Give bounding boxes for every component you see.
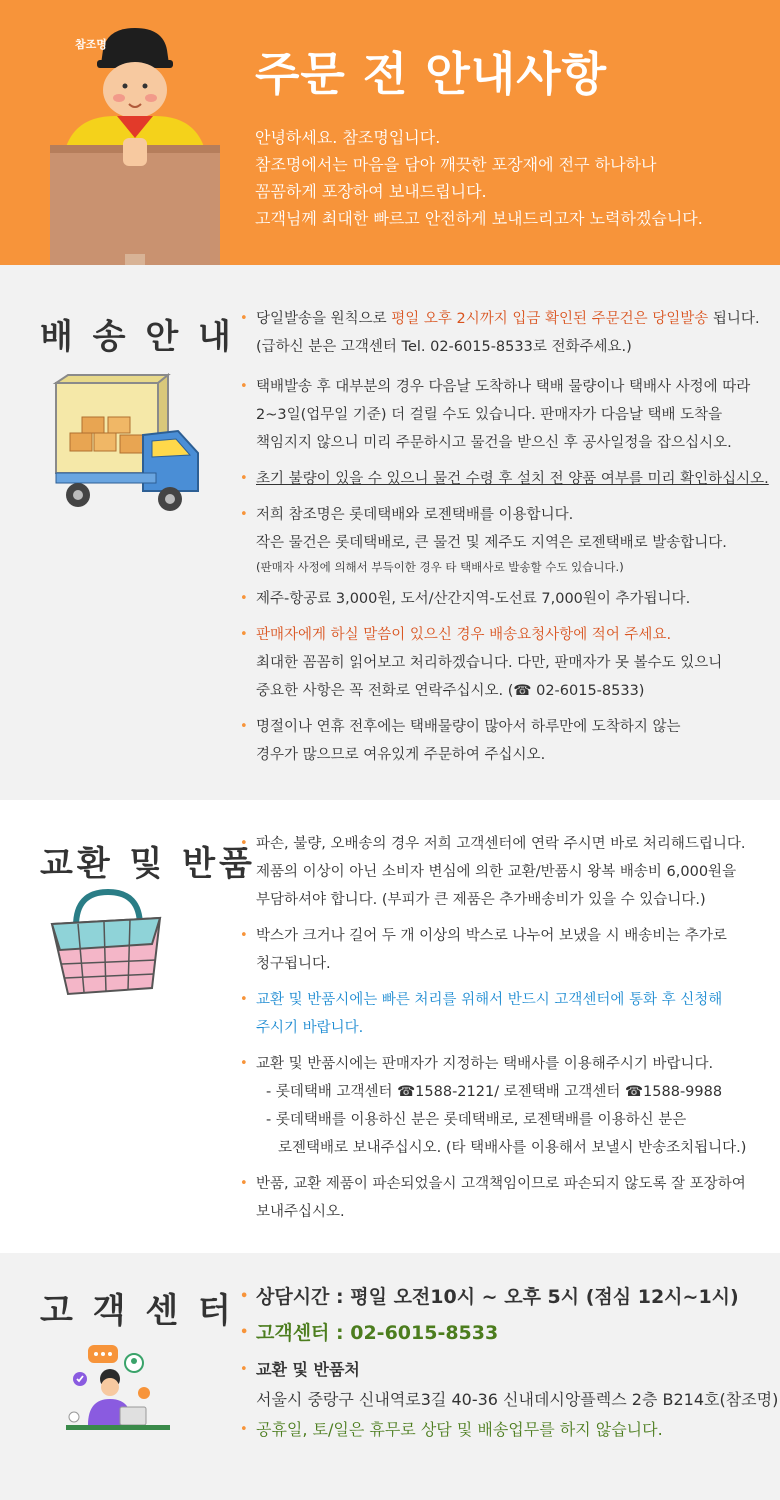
highlight-text: • 교환 및 반품시에는 빠른 처리를 위해서 반드시 고객센터에 통화 후 신청해 [256, 992, 723, 1008]
intro-line: 참조명에서는 마음을 담아 깨끗한 포장재에 전구 하나하나 [255, 155, 657, 174]
list-item [240, 501, 770, 577]
shopping-basket-icon [48, 888, 170, 998]
item-text: 당일발송을 원칙으로 [256, 311, 392, 327]
customer-service-icon [58, 1341, 178, 1449]
cap-logo-text: 참조명 [75, 38, 107, 51]
item-text: • 박스가 크거나 길어 두 개 이상의 박스로 나누어 보냈을 시 배송비는 추가로 [256, 928, 727, 944]
item-text: • 택배발송 후 대부분의 경우 다음날 도착하나 택배 물량이나 택배사 사정에 따라 [256, 379, 751, 395]
delivery-truck-icon [48, 373, 203, 523]
customer-center-section [0, 1253, 780, 1500]
list-item [240, 1050, 770, 1162]
highlight-text: • 판매자에게 하실 말씀이 있으신 경우 배송요청사항에 적어 주세요. [256, 627, 672, 643]
list-item [240, 986, 770, 1042]
item-text: • 제주-항공료 3,000원, 도서/산간지역-도선료 7,000원이 추가됩니다. [256, 591, 691, 607]
item-text: 청구됩니다. [256, 956, 331, 972]
delivery-mascot-illustration [45, 20, 225, 265]
item-text: 2~3일(업무일 기준) 더 걸릴 수도 있습니다. 판매자가 다음날 택배 도착을 [256, 407, 723, 423]
header-banner [0, 0, 780, 265]
delivery-title: 배 송 안 내 [40, 317, 235, 357]
delivery-list [240, 305, 770, 769]
list-item [240, 1170, 770, 1226]
item-text: • 반품, 교환 제품이 파손되었을시 고객책임이므로 파손되지 않도록 잘 포장하여 [256, 1176, 746, 1192]
list-item [240, 585, 770, 613]
cs-title: 고 객 센 터 [40, 1291, 235, 1331]
item-text: 중요한 사항은 꼭 전화로 연락주십시오. (☎ 02-6015-8533) [256, 683, 645, 699]
page-title: 주문 전 안내사항 [255, 47, 608, 101]
cs-phone: • 고객센터 : 02-6015-8533 [240, 1315, 770, 1351]
item-text: (급하신 분은 고객센터 Tel. 02-6015-8533로 전화주세요.) [256, 339, 632, 355]
list-item [240, 305, 770, 361]
cs-list [240, 1279, 779, 1445]
returns-section [0, 800, 780, 1253]
list-item [240, 922, 770, 978]
item-text: 보내주십시오. [256, 1204, 345, 1220]
list-item [240, 830, 770, 914]
item-text: 최대한 꼼꼼히 읽어보고 처리하겠습니다. 다만, 판매자가 못 볼수도 있으니 [256, 655, 723, 671]
returns-title: 교환 및 반품 [40, 844, 256, 884]
item-note: (판매자 사정에 의해서 부득이한 경우 타 택배사로 발송할 수도 있습니다.) [256, 560, 624, 574]
intro-line: 안녕하세요. 참조명입니다. [255, 128, 441, 147]
highlight-text: 주시기 바랍니다. [256, 1020, 364, 1036]
item-text: • 명절이나 연휴 전후에는 택배물량이 많아서 하루만에 도착하지 않는 [256, 719, 681, 735]
item-text: 부담하셔야 합니다. (부피가 큰 제품은 추가배송비가 있을 수 있습니다.) [256, 892, 706, 908]
item-text: - 롯데택배 고객센터 ☎1588-2121/ 로젠택배 고객센터 ☎1588-9988 [266, 1084, 723, 1100]
item-text: 경우가 많으므로 여유있게 주문하여 주십시오. [256, 747, 546, 763]
intro-line: 고객님께 최대한 빠르고 안전하게 보내드리고자 노력하겠습니다. [255, 209, 703, 228]
list-item [240, 1355, 779, 1415]
item-text: 됩니다. [708, 311, 760, 327]
intro-text [255, 124, 765, 232]
list-item [240, 713, 770, 769]
cs-hours: • 상담시간 : 평일 오전10시 ~ 오후 5시 (점심 12시~1시) [240, 1279, 770, 1315]
item-text: • 교환 및 반품시에는 판매자가 지정하는 택배사를 이용해주시기 바랍니다. [256, 1056, 714, 1072]
return-address: 서울시 중랑구 신내역로3길 40-36 신내데시앙플렉스 2층 B214호(참조명) [256, 1390, 779, 1409]
highlight-text: 평일 오후 2시까지 입금 확인된 주문건은 당일발송 [391, 311, 709, 327]
return-address-label: • 교환 및 반품처 [256, 1360, 360, 1379]
list-item [240, 465, 770, 493]
item-text: • 파손, 불량, 오배송의 경우 저희 고객센터에 연락 주시면 바로 처리해드립니다. [256, 836, 746, 852]
item-text: 작은 물건은 롯데택배로, 큰 물건 및 제주도 지역은 로젠택배로 발송합니다. [256, 535, 727, 551]
returns-list [240, 830, 770, 1226]
delivery-section [0, 265, 780, 800]
item-text: • 초기 불량이 있을 수 있으니 물건 수령 후 설치 전 양품 여부를 미리 확인하십시오. [256, 471, 769, 487]
list-item [240, 373, 770, 457]
item-text: 로젠택배로 보내주십시오. (타 택배사를 이용해서 보낼시 반송조치됩니다.) [278, 1140, 747, 1156]
item-text: 제품의 이상이 아닌 소비자 변심에 의한 교환/반품시 왕복 배송비 6,000원을 [256, 864, 737, 880]
item-text: • 저희 참조명은 롯데택배와 로젠택배를 이용합니다. [256, 507, 574, 523]
list-item [240, 621, 770, 705]
holiday-notice: • 공휴일, 토/일은 휴무로 상담 및 배송업무를 하지 않습니다. [240, 1415, 770, 1445]
item-text: - 롯데택배를 이용하신 분은 롯데택배로, 로젠택배를 이용하신 분은 [266, 1112, 687, 1128]
item-text: 책임지지 않으니 미리 주문하시고 물건을 받으신 후 공사일정을 잡으십시오. [256, 435, 732, 451]
intro-line: 꼼꼼하게 포장하여 보내드립니다. [255, 182, 487, 201]
